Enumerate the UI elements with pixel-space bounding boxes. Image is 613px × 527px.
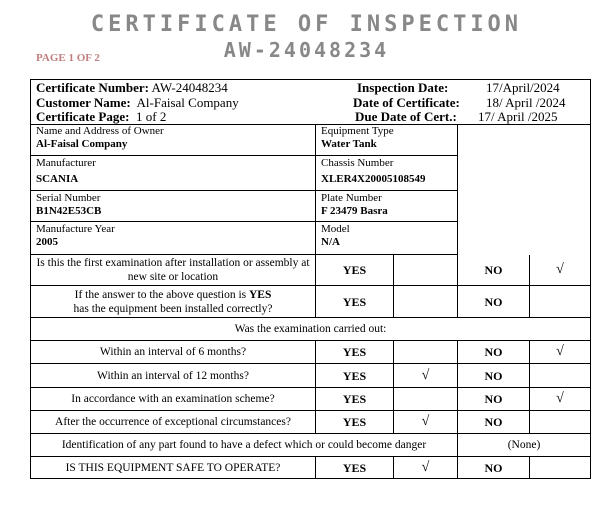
manufacturer-cell: Manufacturer SCANIA xyxy=(30,156,316,191)
no-checkbox xyxy=(530,286,591,318)
question-exceptional-circumstances: After the occurrence of exceptional circumstances? xyxy=(30,411,316,434)
model-cell: Model N/A xyxy=(316,222,458,255)
check-mark-icon: √ xyxy=(530,255,591,286)
cert-page-row: Certificate Page: 1 of 2 xyxy=(36,109,167,124)
question-6-months: Within an interval of 6 months? xyxy=(30,341,316,364)
defect-answer: (None) xyxy=(458,434,591,457)
no-checkbox xyxy=(530,364,591,388)
yes-label: YES xyxy=(316,457,394,479)
manufacture-year-cell: Manufacture Year 2005 xyxy=(30,222,316,255)
question-installed-correctly: If the answer to the above question is YES has the equipment been installed correctly? xyxy=(30,286,316,318)
equipment-type-cell: Equipment Type Water Tank xyxy=(316,124,458,156)
page-indicator: PAGE 1 OF 2 xyxy=(36,52,100,64)
check-mark-icon: √ xyxy=(530,388,591,411)
due-date-row: Due Date of Cert.: xyxy=(355,109,457,124)
yes-checkbox xyxy=(394,341,458,364)
chassis-number-cell: Chassis Number XLER4X20005108549 xyxy=(316,156,458,191)
yes-label: YES xyxy=(316,388,394,411)
yes-label: YES xyxy=(316,411,394,434)
yes-label: YES xyxy=(316,341,394,364)
no-label: NO xyxy=(458,364,530,388)
question-first-examination: Is this the first examination after installation or assembly at new site or location xyxy=(30,255,316,286)
owner-cell: Name and Address of Owner Al-Faisal Company xyxy=(30,124,316,156)
no-label: NO xyxy=(458,286,530,318)
plate-number-cell: Plate Number F 23479 Basra xyxy=(316,191,458,222)
cert-date-row: Date of Certificate: xyxy=(353,95,460,110)
question-12-months: Within an interval of 12 months? xyxy=(30,364,316,388)
question-examination-carried-out: Was the examination carried out: xyxy=(30,318,591,341)
question-safe-to-operate: IS THIS EQUIPMENT SAFE TO OPERATE? xyxy=(30,457,316,479)
inspection-date-row: Inspection Date: xyxy=(357,80,449,95)
yes-label: YES xyxy=(316,364,394,388)
check-mark-icon: √ xyxy=(394,411,458,434)
yes-checkbox xyxy=(394,286,458,318)
check-mark-icon: √ xyxy=(394,364,458,388)
no-checkbox xyxy=(530,457,591,479)
certificate-subtitle: AW-24048234 xyxy=(223,38,390,62)
yes-label: YES xyxy=(316,255,394,286)
question-examination-scheme: In accordance with an examination scheme? xyxy=(30,388,316,411)
yes-checkbox xyxy=(394,388,458,411)
due-date-value: 17/ April /2025 xyxy=(478,109,558,124)
certificate-title: CERTIFICATE OF INSPECTION xyxy=(90,12,523,37)
customer-row: Customer Name: Al-Faisal Company xyxy=(36,95,239,110)
certificate-header xyxy=(30,79,591,125)
question-defect-identification: Identification of any part found to have a defect which or could become danger xyxy=(30,434,458,457)
check-mark-icon: √ xyxy=(394,457,458,479)
check-mark-icon: √ xyxy=(530,341,591,364)
no-checkbox xyxy=(530,411,591,434)
serial-number-cell: Serial Number B1N42E53CB xyxy=(30,191,316,222)
cert-number-row: Certificate Number: AW-24048234 xyxy=(36,80,228,95)
yes-label: YES xyxy=(316,286,394,318)
no-label: NO xyxy=(458,411,530,434)
no-label: NO xyxy=(458,341,530,364)
no-label: NO xyxy=(458,457,530,479)
yes-checkbox xyxy=(394,255,458,286)
no-label: NO xyxy=(458,388,530,411)
no-label: NO xyxy=(458,255,530,286)
inspection-date-value: 17/April/2024 xyxy=(486,80,560,95)
cert-date-value: 18/ April /2024 xyxy=(486,95,566,110)
